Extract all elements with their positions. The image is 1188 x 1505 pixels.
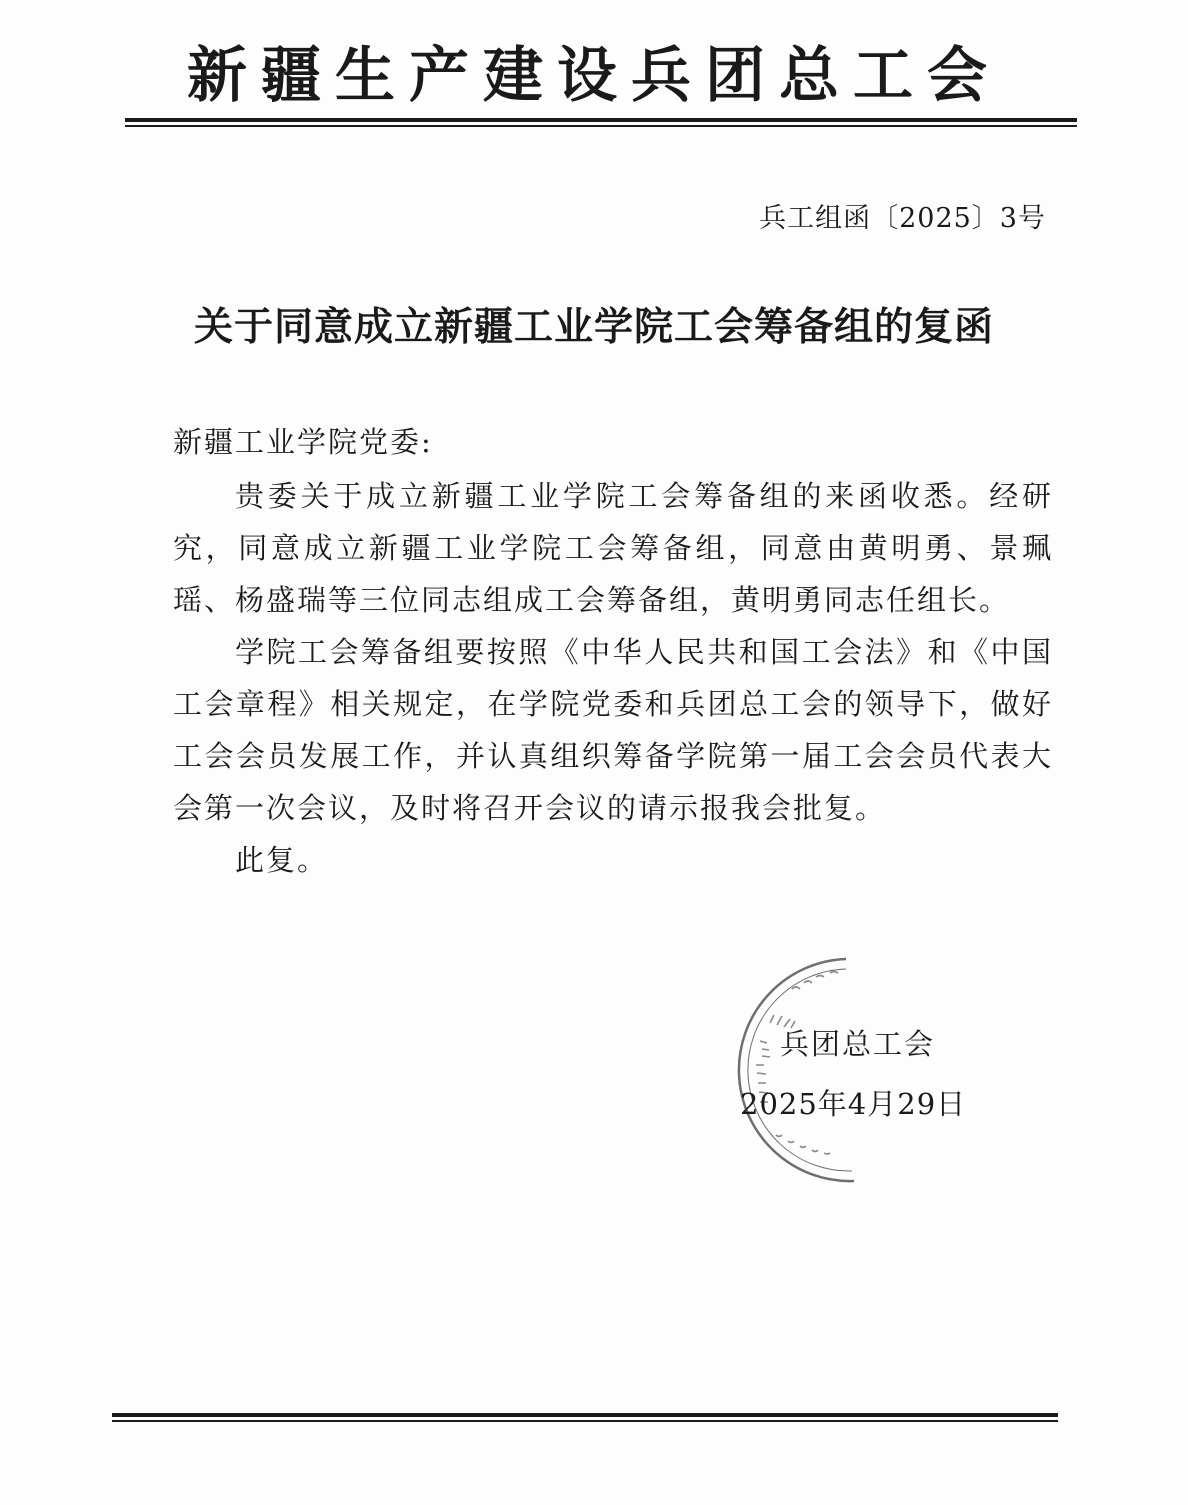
document-number: 兵工组函〔2025〕3号 xyxy=(759,203,1046,234)
salutation: 新疆工业学院党委: xyxy=(173,425,433,459)
signature-date: 2025年4月29日 xyxy=(740,1087,967,1121)
signer-name: 兵团总工会 xyxy=(780,1027,936,1061)
document-title: 关于同意成立新疆工业学院工会筹备组的复函 xyxy=(193,304,994,350)
footer-divider xyxy=(112,1413,1058,1422)
org-name-header: 新疆生产建设兵团总工会 xyxy=(187,41,1001,111)
body-paragraph: 贵委关于成立新疆工业学院工会筹备组的来函收悉。经研究，同意成立新疆工业学院工会筹备组，同意由黄明勇、景珮瑶、杨盛瑞等三位同志组成工会筹备组，黄明勇同志任组长。 xyxy=(173,479,1053,617)
header-divider xyxy=(125,118,1077,127)
document-body xyxy=(173,470,1053,886)
body-paragraph: 此复。 xyxy=(235,843,329,877)
body-paragraph: 学院工会筹备组要按照《中华人民共和国工会法》和《中国工会章程》相关规定，在学院党委和兵团总工会的领导下，做好工会会员发展工作，并认真组织筹备学院第一届工会会员代表大会第一次会议，及时将召开会议的请示报我会批复。 xyxy=(173,635,1053,825)
official-seal-icon xyxy=(736,945,986,1195)
